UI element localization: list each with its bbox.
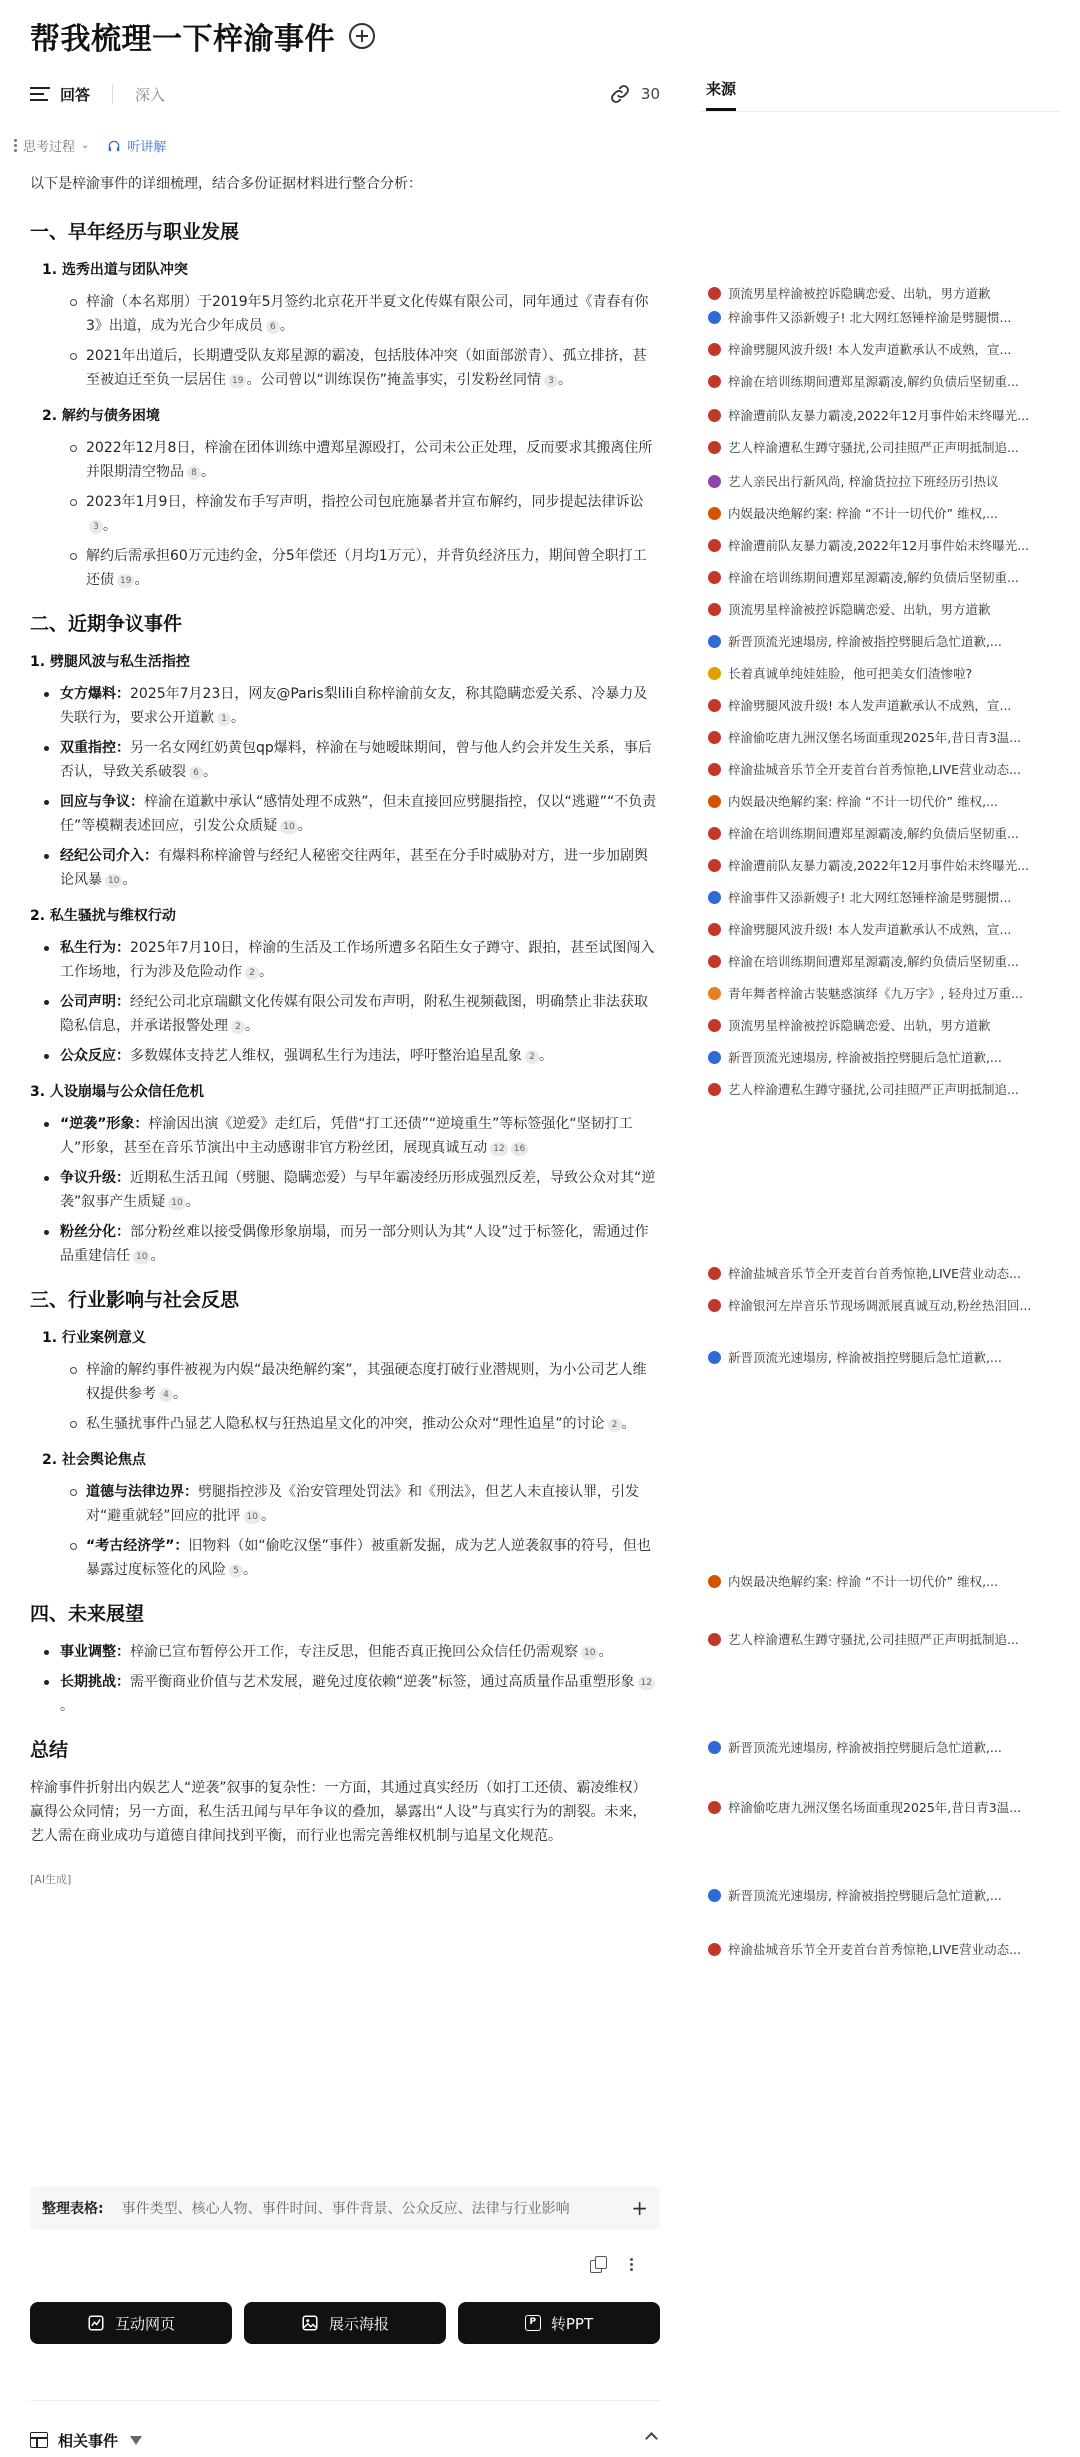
related-events-label: 相关事件	[58, 2431, 119, 2450]
citation-badge[interactable]: 10	[133, 1250, 150, 1264]
list-item: 经纪公司介入：有爆料称梓渝曾与经纪人秘密交往两年，甚至在分手时威胁对方，进一步加剧舆论风暴 10 。	[30, 844, 660, 892]
citation-badge[interactable]: 12	[638, 1676, 655, 1690]
source-item[interactable]: 新晋顶流光速塌房, 梓渝被指控劈腿后急忙道歉,...	[708, 1046, 1060, 1068]
source-item[interactable]: 梓渝遭前队友暴力霸凌,2022年12月事件始末终曝光...	[708, 404, 1060, 426]
bullet-list	[30, 1480, 660, 1582]
link-icon	[609, 83, 631, 105]
vertical-dots-icon	[14, 139, 17, 152]
source-site-icon	[708, 635, 721, 648]
source-site-icon	[708, 409, 721, 422]
table-icon	[30, 2432, 48, 2448]
interactive-web-label: 互动网页	[114, 2314, 175, 2333]
image-icon	[301, 2314, 319, 2332]
source-item[interactable]: 梓渝银河左岸音乐节现场调派展真诚互动,粉丝热泪回...	[708, 1294, 1060, 1316]
source-item[interactable]: 内娱最决绝解约案: 梓渝 “不计一切代价” 维权,...	[708, 790, 1060, 812]
summary-text: 梓渝事件折射出内娱艺人“逆袭”叙事的复杂性：一方面，其通过真实经历（如打工还债、霸凌维权）赢得公众同情；另一方面，私生活丑闻与早年争议的叠加，暴露出“人设”与真实行为的割裂。未来，艺人需在商业成功与道德自律间找到平衡，而行业也需完善维权机制与追星文化规范。	[30, 1780, 647, 1844]
source-site-icon	[708, 441, 721, 454]
subsection-heading: 2. 社会舆论焦点	[42, 1452, 146, 1468]
source-item[interactable]: 长着真诚单纯娃娃脸，他可把美女们渣惨啦?	[708, 662, 1060, 684]
citation-badge[interactable]: 2	[245, 966, 259, 980]
source-item[interactable]: 艺人梓渝遭私生蹲守骚扰,公司挂照严正声明抵制追...	[708, 1078, 1060, 1100]
citation-badge[interactable]: 12	[490, 1142, 507, 1156]
source-item[interactable]: 新晋顶流光速塌房, 梓渝被指控劈腿后急忙道歉,...	[708, 630, 1060, 652]
source-item[interactable]: 梓渝偷吃唐九洲汉堡名场面重现2025年,昔日青3温...	[708, 1796, 1060, 1818]
bullet-list	[30, 290, 660, 392]
source-item[interactable]: 艺人亲民出行新风尚, 梓渝货拉拉下班经历引热议	[708, 470, 1060, 492]
subsection-heading: 1. 行业案例意义	[42, 1330, 146, 1346]
list-item: 公司声明：经纪公司北京瑞麒文化传媒有限公司发布声明，附私生视频截图，明确禁止非法获取隐私信息，并承诺报警处理 2 。	[30, 990, 660, 1038]
source-site-icon	[708, 827, 721, 840]
tab-deep[interactable]	[112, 84, 165, 104]
source-site-icon	[708, 1943, 721, 1956]
section-heading: 三、行业影响与社会反思	[30, 1289, 240, 1311]
list-item: 争议升级：近期私生活丑闻（劈腿、隐瞒恋爱）与早年霸凌经历形成强烈反差，导致公众对其“逆袭”叙事产生质疑 10 。	[30, 1166, 660, 1214]
list-item: 梓渝的解约事件被视为内娱“最决绝解约案”，其强硬态度打破行业潜规则，为小公司艺人维权提供参考 4 。	[30, 1358, 660, 1406]
source-site-icon	[708, 763, 721, 776]
source-item[interactable]: 梓渝事件又添新嫂子! 北大网红怒锤梓渝是劈腿惯...	[708, 306, 1060, 328]
source-site-icon	[708, 1299, 721, 1312]
chevron-up-icon[interactable]	[645, 2432, 658, 2445]
source-site-icon	[708, 287, 721, 300]
source-site-icon	[708, 571, 721, 584]
source-site-icon	[708, 1083, 721, 1096]
source-site-icon	[708, 731, 721, 744]
source-item[interactable]: 内娱最决绝解约案: 梓渝 “不计一切代价” 维权,...	[708, 502, 1060, 524]
show-poster-button[interactable]	[244, 2302, 446, 2344]
source-item[interactable]: 梓渝劈腿风波升级! 本人发声道歉承认不成熟，宣...	[708, 338, 1060, 360]
source-site-icon	[708, 987, 721, 1000]
source-site-icon	[708, 1019, 721, 1032]
source-item[interactable]: 梓渝事件又添新嫂子! 北大网红怒锤梓渝是劈腿惯...	[708, 886, 1060, 908]
list-item: 女方爆料：2025年7月23日，网友@Paris梨lili自称梓渝前女友，称其隐瞒恋爱关系、冷暴力及失联行为，要求公开道歉 1 。	[30, 682, 660, 730]
organize-table-bar[interactable]	[30, 2186, 660, 2230]
source-item[interactable]: 梓渝遭前队友暴力霸凌,2022年12月事件始末终曝光...	[708, 534, 1060, 556]
to-ppt-label: 转PPT	[550, 2314, 594, 2333]
source-site-icon	[708, 311, 721, 324]
tab-answer-label: 回答	[60, 85, 91, 104]
action-buttons	[30, 2302, 660, 2344]
list-item: 事业调整：梓渝已宣布暂停公开工作，专注反思，但能否真正挽回公众信任仍需观察 10 。	[30, 1640, 660, 1664]
subsection-heading: 2. 私生骚扰与维权行动	[30, 908, 176, 924]
citation-badge[interactable]: 19	[229, 374, 246, 388]
citation-badge[interactable]: 6	[266, 320, 280, 334]
answer-body	[30, 172, 660, 1892]
answer-lines-icon	[30, 86, 50, 102]
citation-badge[interactable]: 10	[581, 1646, 598, 1660]
tab-sources[interactable]: 来源	[706, 78, 736, 111]
more-vertical-icon[interactable]	[630, 2258, 633, 2271]
section-heading: 二、近期争议事件	[30, 613, 183, 635]
source-item[interactable]: 新晋顶流光速塌房, 梓渝被指控劈腿后急忙道歉,...	[708, 1346, 1060, 1368]
subsection-heading: 1. 选秀出道与团队冲突	[42, 262, 188, 278]
tab-answer[interactable]	[30, 84, 90, 105]
source-site-icon	[708, 859, 721, 872]
to-ppt-button[interactable]	[458, 2302, 660, 2344]
bullet-list	[30, 436, 660, 592]
listen-explain-button[interactable]	[107, 136, 166, 155]
source-site-icon	[708, 1267, 721, 1280]
answer-subbar	[14, 136, 166, 155]
list-item: 公众反应：多数媒体支持艺人维权，强调私生行为违法，呼吁整治追星乱象 2 。	[30, 1044, 660, 1068]
subsection-heading: 3. 人设崩塌与公众信任危机	[30, 1084, 204, 1100]
sources-header	[700, 68, 1060, 112]
list-item: 回应与争议：梓渝在道歉中承认“感情处理不成熟”，但未直接回应劈腿指控，仅以“逃避”“不负责任”等模糊表述回应，引发公众质疑 10 。	[30, 790, 660, 838]
organize-table-columns: 事件类型、核心人物、事件时间、事件背景、公众反应、法律与行业影响	[121, 2201, 570, 2217]
list-item: 2021年出道后，长期遭受队友郑星源的霸凌，包括肢体冲突（如面部淤青）、孤立排挤，甚至被迫迁至负一层居住 19 。公司曾以“训练误伤”掩盖事实，引发粉丝同情 3 。	[30, 344, 660, 392]
source-site-icon	[708, 539, 721, 552]
intro-text: 以下是梓渝事件的详细梳理，结合多份证据材料进行整合分析：	[30, 176, 422, 192]
list-item: “考古经济学”：旧物料（如“偷吃汉堡”事件）被重新发掘，成为艺人逆袭叙事的符号，但也暴露过度标签化的风险 5 。	[30, 1534, 660, 1582]
list-item: 双重指控：另一名女网红奶黄包qp爆料，梓渝在与她暧昧期间，曾与他人约会并发生关系，事后否认，导致关系破裂 6 。	[30, 736, 660, 784]
ai-generated-tag: [AI生成]	[30, 1873, 72, 1886]
citation-badge[interactable]: 10	[280, 820, 297, 834]
page-title: 帮我梳理一下梓渝事件	[30, 22, 335, 57]
citation-badge[interactable]: 4	[159, 1388, 173, 1402]
source-item[interactable]: 艺人梓渝遭私生蹲守骚扰,公司挂照严正声明抵制追...	[708, 1628, 1060, 1650]
source-item[interactable]: 梓渝盐城音乐节全开麦首台首秀惊艳,LIVE营业动态...	[708, 758, 1060, 780]
list-item: 道德与法律边界：劈腿指控涉及《治安管理处罚法》和《刑法》，但艺人未直接认罪，引发对“避重就轻”回应的批评 10 。	[30, 1480, 660, 1528]
source-item[interactable]: 梓渝盐城音乐节全开麦首台首秀惊艳,LIVE营业动态...	[708, 1262, 1060, 1284]
citation-badge[interactable]: 3	[89, 520, 103, 534]
source-item[interactable]: 梓渝盐城音乐节全开麦首台首秀惊艳,LIVE营业动态...	[708, 1938, 1060, 1960]
subsection-heading: 2. 解约与债务困境	[42, 408, 160, 424]
source-site-icon	[708, 343, 721, 356]
source-item[interactable]: 梓渝偷吃唐九洲汉堡名场面重现2025年,昔日青3温...	[708, 726, 1060, 748]
section-divider	[30, 2400, 660, 2401]
source-item[interactable]: 顶流男星梓渝被控诉隐瞒恋爱、出轨，男方道歉	[708, 1014, 1060, 1036]
source-item[interactable]: 梓渝在培训练期间遭郑星源霸凌,解约负债后坚韧重...	[708, 822, 1060, 844]
think-process-toggle[interactable]	[14, 136, 89, 155]
source-site-icon	[708, 1633, 721, 1646]
show-poster-label: 展示海报	[328, 2314, 389, 2333]
citation-badge[interactable]: 2	[231, 1020, 245, 1034]
citation-badge[interactable]: 16	[511, 1142, 528, 1156]
source-item[interactable]: 新晋顶流光速塌房, 梓渝被指控劈腿后急忙道歉,...	[708, 1884, 1060, 1906]
bullet-list	[30, 682, 660, 892]
plus-icon[interactable]: +	[631, 2196, 648, 2220]
add-circle-icon[interactable]	[349, 23, 375, 49]
summary-heading: 总结	[30, 1739, 69, 1761]
copy-icon[interactable]	[590, 2256, 606, 2272]
listen-explain-label: 听讲解	[127, 140, 167, 155]
subsection-heading: 1. 劈腿风波与私生活指控	[30, 654, 190, 670]
ppt-icon: P	[525, 2315, 541, 2331]
answer-tabbar	[30, 76, 660, 112]
bullet-list	[30, 1640, 660, 1718]
citation-badge[interactable]: 1	[217, 712, 231, 726]
filter-icon[interactable]	[130, 2436, 142, 2445]
source-site-icon	[708, 699, 721, 712]
citation-badge[interactable]: 5	[229, 1564, 243, 1578]
source-site-icon	[708, 1051, 721, 1064]
source-site-icon	[708, 1575, 721, 1588]
list-item: 2023年1月9日，梓渝发布手写声明，指控公司包庇施暴者并宣布解约，同步提起法律诉讼3 。	[30, 490, 660, 538]
chevron-down-icon: ⌄	[81, 140, 90, 151]
list-item: “逆袭”形象：梓渝因出演《逆爱》走红后，凭借“打工还债”“逆境重生”等标签强化“坚韧打工人”形象，甚至在音乐节演出中主动感谢非官方粉丝团，展现真诚互动 12 16	[30, 1112, 660, 1160]
citation-badge[interactable]: 6	[189, 766, 203, 780]
citation-badge[interactable]: 10	[105, 874, 122, 888]
section-heading: 一、早年经历与职业发展	[30, 221, 240, 243]
list-item: 私生行为：2025年7月10日，梓渝的生活及工作场所遭多名陌生女子蹲守、跟拍，甚至试图闯入工作场地，行为涉及危险动作 2 。	[30, 936, 660, 984]
link-count-button[interactable]	[609, 83, 660, 105]
source-item[interactable]: 顶流男星梓渝被控诉隐瞒恋爱、出轨，男方道歉	[708, 598, 1060, 620]
source-site-icon	[708, 507, 721, 520]
source-item[interactable]: 梓渝在培训练期间遭郑星源霸凌,解约负债后坚韧重...	[708, 566, 1060, 588]
source-item[interactable]: 梓渝在培训练期间遭郑星源霸凌,解约负债后坚韧重...	[708, 950, 1060, 972]
organize-table-label: 整理表格:	[42, 2201, 104, 2217]
list-item: 2022年12月8日，梓渝在团体训练中遭郑星源殴打，公司未公正处理，反而要求其搬离住所并限期清空物品 8 。	[30, 436, 660, 484]
source-site-icon	[708, 955, 721, 968]
source-site-icon	[708, 603, 721, 616]
list-item: 私生骚扰事件凸显艺人隐私权与狂热追星文化的冲突，推动公众对“理性追星”的讨论 2 。	[30, 1412, 660, 1436]
bullet-list	[30, 1112, 660, 1268]
citation-badge[interactable]: 3	[544, 374, 558, 388]
source-site-icon	[708, 891, 721, 904]
source-item[interactable]: 梓渝在培训练期间遭郑星源霸凌,解约负债后坚韧重...	[708, 370, 1060, 392]
source-site-icon	[708, 667, 721, 680]
source-site-icon	[708, 795, 721, 808]
source-site-icon	[708, 1351, 721, 1364]
source-site-icon	[708, 1801, 721, 1814]
citation-badge[interactable]: 10	[168, 1196, 185, 1210]
think-process-label: 思考过程	[23, 140, 76, 155]
section-heading: 四、未来展望	[30, 1603, 145, 1625]
citation-badge[interactable]: 2	[608, 1418, 622, 1432]
list-item: 粉丝分化：部分粉丝难以接受偶像形象崩塌，而另一部分则认为其“人设”过于标签化，需通过作品重建信任 10 。	[30, 1220, 660, 1268]
source-item[interactable]: 艺人梓渝遭私生蹲守骚扰,公司挂照严正声明抵制追...	[708, 436, 1060, 458]
chart-icon	[87, 2314, 105, 2332]
source-item[interactable]: 青年舞者梓渝古装魅惑演绎《九万字》, 轻舟过万重...	[708, 982, 1060, 1004]
answer-actions	[590, 2256, 633, 2272]
citation-badge[interactable]: 19	[117, 574, 134, 588]
link-count-value: 30	[640, 85, 660, 103]
source-item[interactable]: 梓渝劈腿风波升级! 本人发声道歉承认不成熟，宣...	[708, 918, 1060, 940]
source-item[interactable]: 梓渝劈腿风波升级! 本人发声道歉承认不成熟，宣...	[708, 694, 1060, 716]
related-events-header[interactable]	[30, 2428, 660, 2452]
headphones-icon	[107, 139, 121, 153]
source-item[interactable]: 内娱最决绝解约案: 梓渝 “不计一切代价” 维权,...	[708, 1570, 1060, 1592]
list-item: 解约后需承担60万元违约金，分5年偿还（月均1万元），并背负经济压力，期间曾全职打工还债 19 。	[30, 544, 660, 592]
list-item: 长期挑战：需平衡商业价值与艺术发展，避免过度依赖“逆袭”标签，通过高质量作品重塑形象 12。	[30, 1670, 660, 1718]
source-site-icon	[708, 1741, 721, 1754]
bullet-list	[30, 1358, 660, 1436]
source-item[interactable]: 新晋顶流光速塌房, 梓渝被指控劈腿后急忙道歉,...	[708, 1736, 1060, 1758]
list-item: 梓渝（本名郑朋）于2019年5月签约北京花开半夏文化传媒有限公司，同年通过《青春有你3》出道，成为光合少年成员 6 。	[30, 290, 660, 338]
source-site-icon	[708, 375, 721, 388]
source-site-icon	[708, 475, 721, 488]
source-item[interactable]: 顶流男星梓渝被控诉隐瞒恋爱、出轨，男方道歉	[708, 282, 1060, 304]
question-header	[30, 14, 375, 58]
source-site-icon	[708, 923, 721, 936]
source-site-icon	[708, 1889, 721, 1902]
tab-deep-label: 深入	[135, 85, 166, 104]
source-item[interactable]: 梓渝遭前队友暴力霸凌,2022年12月事件始末终曝光...	[708, 854, 1060, 876]
bullet-list	[30, 936, 660, 1068]
citation-badge[interactable]: 2	[525, 1050, 539, 1064]
citation-badge[interactable]: 10	[244, 1510, 261, 1524]
citation-badge[interactable]: 8	[187, 466, 201, 480]
interactive-web-button[interactable]	[30, 2302, 232, 2344]
